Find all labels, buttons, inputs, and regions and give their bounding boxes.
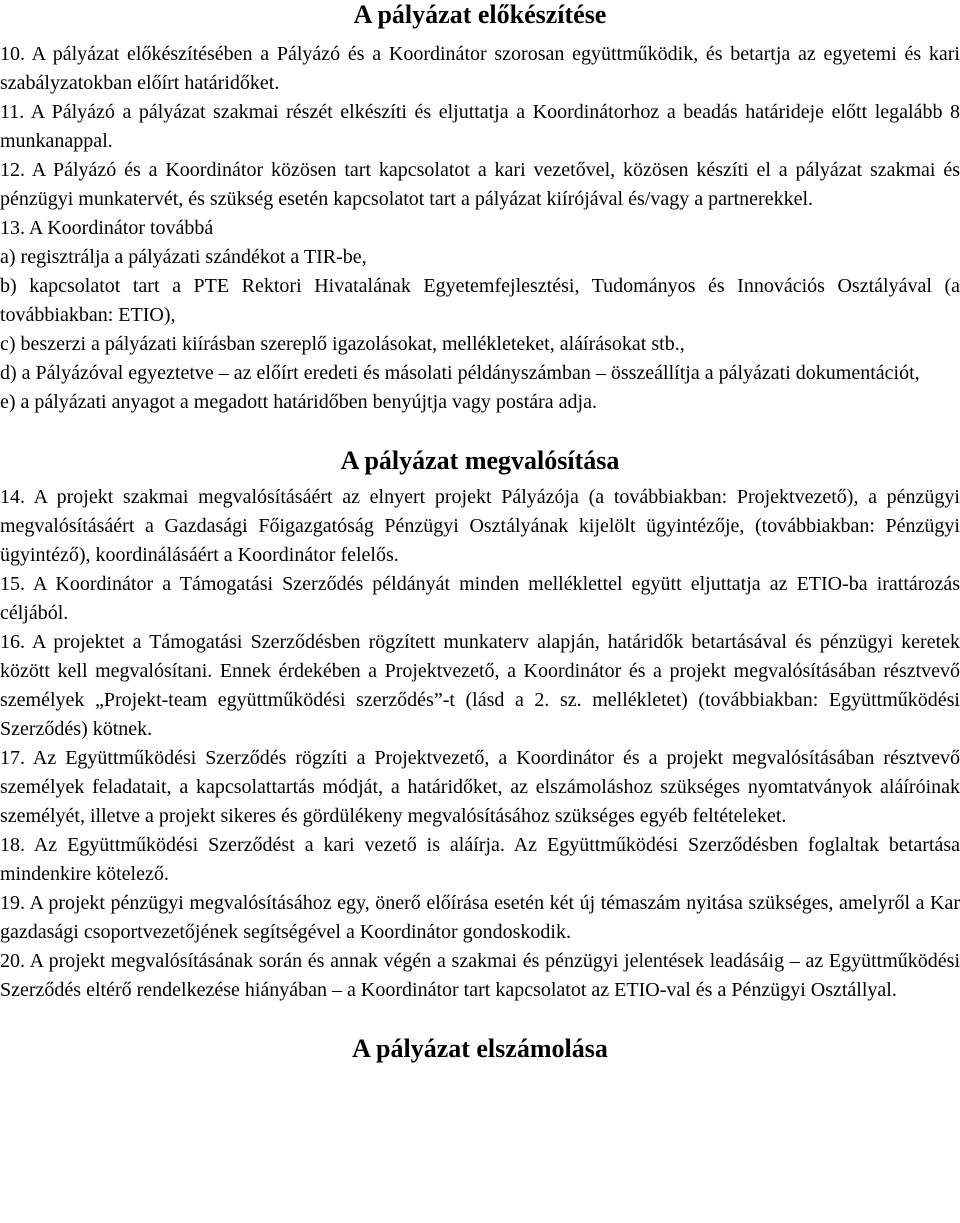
paragraph-13: 13. A Koordinátor továbbá (0, 217, 214, 239)
list-item-c: c) beszerzi a pályázati kiírásban szereplő igazolásokat, mellékleteket, aláírásokat stb., (0, 333, 685, 355)
paragraph-11: 11. A Pályázó a pályázat szakmai részét elkészíti és eljuttatja a Koordinátorhoz a beadás határideje előtt legalább 8 munkanappal. (0, 101, 960, 152)
paragraph-18: 18. Az Együttműködési Szerződést a kari vezető is aláírja. Az Együttműködési Szerződésben foglaltak betartása mindenkire kötelező. (0, 834, 960, 885)
paragraph-10: 10. A pályázat előkészítésében a Pályázó és a Koordinátor szorosan együttműködik, és betartja az egyetemi és kari szabályzatokban előírt határidőket. (0, 43, 960, 94)
list-item-e: e) a pályázati anyagot a megadott határidőben benyújtja vagy postára adja. (0, 391, 597, 413)
section-preparation-body (0, 40, 960, 417)
section-heading-implementation: A pályázat megvalósítása (340, 446, 620, 475)
list-item-d: d) a Pályázóval egyeztetve – az előírt eredeti és másolati példányszámban – összeállítja a pályázati dokumentációt, (0, 362, 920, 384)
paragraph-16: 16. A projektet a Támogatási Szerződésben rögzített munkaterv alapján, határidők betartásával és pénzügyi keretek között kell megvalósítani. Ennek érdekében a Projektvezető, a Koordinátor és a projekt megvalósításában résztvevő személyek „Projekt-team együttműködési szerződés”-t (lásd a 2. sz. mellékletet) (továbbiakban: Együttműködési Szerződés) kötnek. (0, 631, 960, 740)
section-heading-preparation: A pályázat előkészítése (353, 0, 607, 29)
list-item-a: a) regisztrálja a pályázati szándékot a TIR-be, (0, 246, 367, 268)
section-heading-settlement: A pályázat elszámolása (352, 1034, 608, 1063)
paragraph-17: 17. Az Együttműködési Szerződés rögzíti a Projektvezető, a Koordinátor és a projekt megvalósításában résztvevő személyek feladatait, a kapcsolattartás módját, a határidőket, az elszámoláshoz szükséges nyomtatványok aláíróinak személyét, illetve a projekt sikeres és gördülékeny megvalósításához szükséges egyéb feltételeket. (0, 747, 960, 827)
list-item-b: b) kapcsolatot tart a PTE Rektori Hivatalának Egyetemfejlesztési, Tudományos és Innovációs Osztályával (a továbbiakban: ETIO), (0, 275, 960, 326)
paragraph-15: 15. A Koordinátor a Támogatási Szerződés példányát minden melléklettel együtt eljuttatja az ETIO-ba irattározás céljából. (0, 573, 960, 624)
paragraph-12: 12. A Pályázó és a Koordinátor közösen tart kapcsolatot a kari vezetővel, közösen készíti el a pályázat szakmai és pénzügyi munkatervét, és szükség esetén kapcsolatot tart a pályázat kiírójával és/vagy a partnerekkel. (0, 159, 960, 210)
paragraph-14: 14. A projekt szakmai megvalósításáért az elnyert projekt Pályázója (a továbbiakban: Projektvezető), a pénzügyi megvalósításáért a Gazdasági Főigazgatóság Pénzügyi Osztályának kijelölt ügyintézője, (továbbiakban: Pénzügyi ügyintéző), koordinálásáért a Koordinátor felelős. (0, 486, 960, 566)
paragraph-20: 20. A projekt megvalósításának során és annak végén a szakmai és pénzügyi jelentések leadásáig – az Együttműködési Szerződés eltérő rendelkezése hiányában – a Koordinátor tart kapcsolatot az ETIO-val és a Pénzügyi Osztállyal. (0, 950, 960, 1001)
paragraph-19: 19. A projekt pénzügyi megvalósításához egy, önerő előírása esetén két új témaszám nyitása szükséges, amelyről a Kar gazdasági csoportvezetőjének segítségével a Koordinátor gondoskodik. (0, 892, 960, 943)
section-implementation-body (0, 483, 960, 1005)
